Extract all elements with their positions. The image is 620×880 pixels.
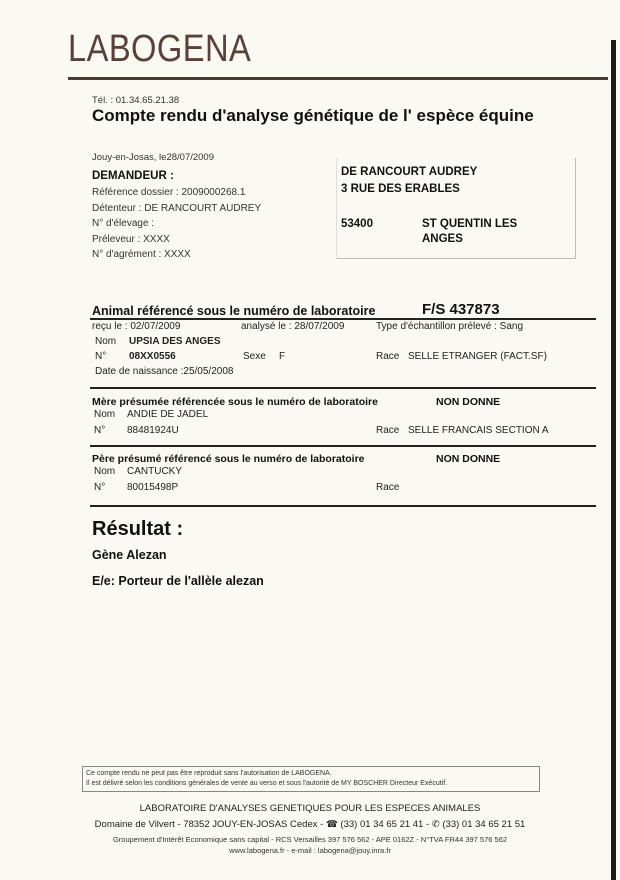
numero-elevage: N° d'élevage : bbox=[92, 218, 155, 229]
demandeur-heading: DEMANDEUR : bbox=[92, 170, 174, 182]
numero-agrement: N° d'agrément : XXXX bbox=[92, 249, 191, 260]
section-rule bbox=[90, 445, 596, 447]
animal-naissance: Date de naissance :25/05/2008 bbox=[95, 366, 234, 377]
animal-recu: reçu le : 02/07/2009 bbox=[92, 321, 181, 332]
pere-status: NON DONNE bbox=[436, 453, 501, 465]
pere-nom: CANTUCKY bbox=[127, 466, 183, 477]
pere-race-label: Race bbox=[376, 482, 400, 493]
mere-heading: Mère présumée référencée sous le numéro de laboratoire bbox=[92, 396, 378, 408]
resultat-heading: Résultat : bbox=[92, 518, 184, 540]
animal-nom: UPSIA DES ANGES bbox=[129, 336, 221, 347]
animal-num-label: N° bbox=[95, 351, 107, 362]
legal-notice-1: Ce compte rendu ne peut pas être reproduit sans l'autorisation de LABOGENA. bbox=[86, 770, 332, 777]
animal-sexe: F bbox=[279, 351, 286, 362]
pere-num: 80015498P bbox=[127, 482, 179, 493]
resultat-line-2: E/e: Porteur de l'allèle alezan bbox=[92, 574, 264, 588]
address-city-line2: ANGES bbox=[422, 233, 463, 245]
company-logo: LABOGENA bbox=[68, 28, 252, 70]
lab-name: LABORATOIRE D'ANALYSES GENETIQUES POUR LES ESPECES ANIMALES bbox=[139, 803, 481, 814]
animal-analyse: analysé le : 28/07/2009 bbox=[241, 321, 345, 332]
document-title: Compte rendu d'analyse génétique de l' espèce équine bbox=[92, 106, 534, 125]
mere-num: 88481924U bbox=[127, 425, 179, 436]
address-postcode: 53400 bbox=[341, 218, 373, 230]
animal-race-label: Race bbox=[376, 351, 400, 362]
animal-heading: Animal référencé sous le numéro de laboratoire bbox=[92, 304, 376, 318]
animal-lab-number: F/S 437873 bbox=[422, 301, 500, 318]
reference-dossier: Référence dossier : 2009000268.1 bbox=[92, 187, 246, 198]
mere-num-label: N° bbox=[94, 425, 106, 436]
preleveur: Préleveur : XXXX bbox=[92, 234, 170, 245]
detenteur: Détenteur : DE RANCOURT AUDREY bbox=[92, 203, 262, 214]
section-rule bbox=[90, 505, 596, 507]
mere-nom: ANDIE DE JADEL bbox=[127, 409, 209, 420]
animal-num: 08XX0556 bbox=[129, 351, 176, 362]
animal-sexe-label: Sexe bbox=[243, 351, 266, 362]
mere-race-label: Race bbox=[376, 425, 400, 436]
pere-heading: Père présumé référencé sous le numéro de laboratoire bbox=[92, 453, 365, 465]
telephone: Tél. : 01.34.65.21.38 bbox=[92, 95, 180, 106]
animal-echantillon: Type d'échantillon prélevé : Sang bbox=[376, 321, 524, 332]
lab-web: www.labogena.fr - e-mail : labogena@jouy.inra.fr bbox=[229, 846, 391, 855]
animal-race: SELLE ETRANGER (FACT.SF) bbox=[408, 351, 547, 362]
address-city-line1: ST QUENTIN LES bbox=[422, 218, 518, 230]
logo-underline bbox=[68, 77, 608, 80]
resultat-line-1: Gène Alezan bbox=[92, 548, 167, 562]
mere-nom-label: Nom bbox=[94, 409, 116, 420]
pere-num-label: N° bbox=[94, 482, 106, 493]
legal-notice-2: Il est délivré selon les conditions générales de vente au verso et sous l'autorité de MY BOSCHER Directeur Exécutif. bbox=[86, 780, 448, 787]
lab-legal: Groupement d'Intérêt Economique sans capital - RCS Versailles 397 576 562 - APE 0162Z - N°TVA FR44 397 576 562 bbox=[112, 835, 508, 844]
pere-nom-label: Nom bbox=[94, 466, 116, 477]
scan-edge bbox=[611, 40, 616, 880]
section-rule bbox=[90, 318, 596, 320]
animal-nom-label: Nom bbox=[95, 336, 117, 347]
place-date: Jouy-en-Josas, le28/07/2009 bbox=[92, 152, 214, 163]
address-street: 3 RUE DES ERABLES bbox=[341, 183, 460, 195]
address-name: DE RANCOURT AUDREY bbox=[341, 166, 478, 178]
mere-race: SELLE FRANCAIS SECTION A bbox=[408, 425, 549, 436]
mere-status: NON DONNE bbox=[436, 396, 501, 408]
lab-address: Domaine de Vilvert - 78352 JOUY-EN-JOSAS Cedex - ☎ (33) 01 34 65 21 41 - ✆ (33) 01 34 65 21 51 bbox=[94, 819, 526, 830]
section-rule bbox=[90, 387, 596, 389]
